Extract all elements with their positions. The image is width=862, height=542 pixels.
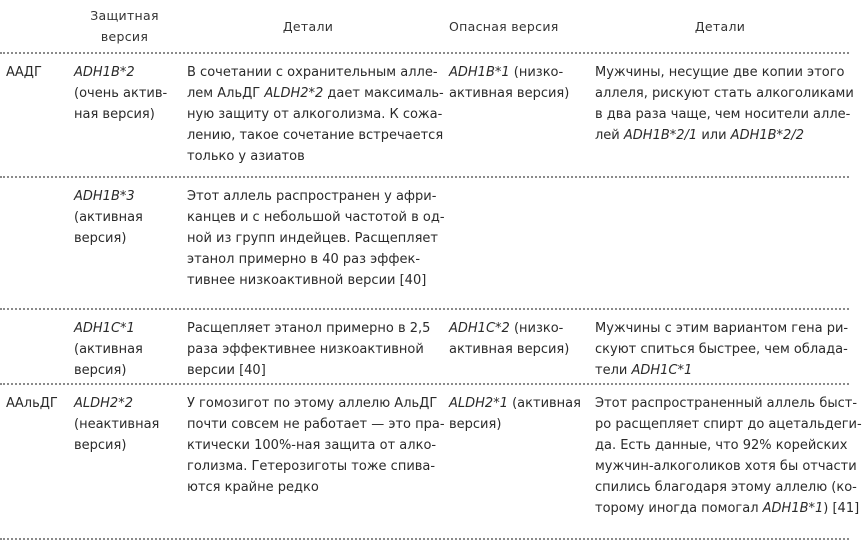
- cell-text: версия): [449, 417, 502, 432]
- cell-line: [595, 414, 862, 435]
- cell-text: аллеля, рискуют стать алкоголиками: [595, 86, 854, 101]
- cell-text: тели: [595, 363, 632, 378]
- cell-text: В сочетании с охранительным алле-: [187, 65, 438, 80]
- allele-name: ADH1C*1: [631, 363, 693, 378]
- cell-text: этанол примерно в 40 раз эффек-: [187, 252, 421, 267]
- cell-line: [74, 414, 175, 435]
- cell-line: [187, 207, 445, 228]
- cell-line: [187, 146, 429, 167]
- cell-line: [595, 339, 848, 360]
- cell-text: голизма. Гетерозиготы тоже спива-: [187, 459, 436, 474]
- cell-text: дает максималь-: [323, 86, 444, 101]
- enzyme-cell: ААльДГ: [6, 396, 58, 411]
- details-cell: [175, 310, 437, 383]
- cell-line: [74, 207, 175, 228]
- cell-text: активная версия): [449, 86, 570, 101]
- allele-name: ALDH2*1: [449, 396, 508, 411]
- cell-text: ной из групп индейцев. Расщепляет: [187, 231, 438, 246]
- cell-line: [595, 318, 849, 339]
- cell-text: версия): [74, 438, 127, 453]
- cell-text: активная версия): [449, 342, 570, 357]
- cell-text: ются крайне редко: [187, 480, 319, 495]
- cell-line: [449, 83, 575, 104]
- cell-line: [595, 83, 854, 104]
- allele-name: ADH1B*2/1: [623, 128, 698, 143]
- protective-cell: [62, 54, 175, 176]
- cell-line: [187, 435, 437, 456]
- cell-line: [449, 318, 575, 339]
- cell-text: раза эффективнее низкоактивной: [187, 342, 424, 357]
- cell-line: [74, 435, 175, 456]
- table-row: [0, 178, 849, 310]
- dangerous-cell: [437, 178, 581, 308]
- cell-line: [187, 393, 438, 414]
- cell-line: [187, 414, 445, 435]
- cell-text: ) [41]: [823, 501, 860, 516]
- allele-name: ADH1B*3: [74, 189, 135, 204]
- cell-line: [74, 360, 175, 381]
- protective-cell: [62, 310, 175, 383]
- table-row: [0, 54, 854, 178]
- cell-text: версия): [74, 231, 127, 246]
- dangerous-cell: [437, 310, 581, 383]
- cell-text: Этот аллель распространен у афри-: [187, 189, 437, 204]
- details-cell: [581, 310, 849, 383]
- header-details-2: Детали: [694, 18, 746, 34]
- details-cell: [581, 54, 854, 176]
- cell-line: [74, 186, 175, 207]
- cell-text: почти совсем не работает — это пра-: [187, 417, 445, 432]
- cell-text: (активная: [507, 396, 581, 411]
- cell-line: [187, 360, 429, 381]
- cell-text: Расщепляет этанол примерно в 2,5: [187, 321, 431, 336]
- cell-text: версия): [74, 363, 127, 378]
- cell-line: [74, 83, 175, 104]
- cell-line: [74, 339, 175, 360]
- cell-line: [595, 498, 860, 519]
- cell-line: [449, 339, 575, 360]
- cell-line: [74, 228, 175, 249]
- cell-line: [187, 62, 438, 83]
- cell-line: [74, 62, 175, 83]
- cell-text: (низко-: [509, 321, 564, 336]
- cell-text: Этот распространенный аллель быст-: [595, 396, 858, 411]
- header-dangerous-version: Опасная версия: [449, 18, 559, 34]
- table-header: [0, 0, 849, 54]
- enzyme-cell: ААДГ: [6, 65, 42, 80]
- cell-text: лем АльДГ: [187, 86, 265, 101]
- cell-text: в два раза чаще, чем носители алле-: [595, 107, 851, 122]
- cell-line: [74, 318, 175, 339]
- dangerous-cell: [437, 54, 581, 176]
- cell-line: [187, 186, 437, 207]
- header-protective-version: [62, 0, 175, 52]
- protective-cell: [62, 385, 175, 538]
- cell-line: [449, 414, 575, 435]
- cell-text: канцев и с небольшой частотой в од-: [187, 210, 445, 225]
- allele-name: ADH1B*2: [74, 65, 135, 80]
- cell-text: (неактивная: [74, 417, 160, 432]
- cell-line: [595, 477, 857, 498]
- cell-text: скуют спиться быстрее, чем облада-: [595, 342, 848, 357]
- cell-line: [449, 393, 581, 414]
- cell-text: лению, такое сочетание встречается: [187, 128, 444, 143]
- cell-text: ро расщепляет спирт до ацетальдеги-: [595, 417, 862, 432]
- cell-text: ктически 100%-ная защита от алко-: [187, 438, 437, 453]
- cell-text: спились благодаря этому аллелю (ко-: [595, 480, 857, 495]
- cell-line: [187, 249, 429, 270]
- cell-line: [449, 62, 575, 83]
- cell-line: [187, 83, 444, 104]
- cell-text: тивнее низкоактивной версии [40]: [187, 273, 427, 288]
- allele-name: ALDH2*2: [74, 396, 133, 411]
- cell-text: ную защиту от алкоголизма. К сожа-: [187, 107, 443, 122]
- header-protective-line-1: Защитная: [90, 8, 159, 23]
- cell-text: или: [697, 128, 731, 143]
- cell-line: [74, 393, 175, 414]
- cell-text: (активная: [74, 342, 143, 357]
- allele-name: ALDH2*2: [264, 86, 324, 101]
- details-cell: [581, 178, 849, 308]
- enzyme-cell: [0, 178, 62, 308]
- enzyme-cell: [0, 310, 62, 383]
- cell-text: (активная: [74, 210, 143, 225]
- cell-text: лей: [595, 128, 624, 143]
- header-enzyme: [0, 0, 62, 52]
- allele-name: ADH1B*1: [449, 65, 510, 80]
- cell-text: только у азиатов: [187, 149, 305, 164]
- table-row: [0, 385, 862, 540]
- cell-line: [595, 393, 858, 414]
- cell-line: [595, 456, 857, 477]
- cell-line: [595, 104, 851, 125]
- cell-text: версии [40]: [187, 363, 266, 378]
- cell-line: [595, 62, 845, 83]
- cell-text: У гомозигот по этому аллелю АльДГ: [187, 396, 438, 411]
- cell-text: Мужчины с этим вариантом гена ри-: [595, 321, 849, 336]
- cell-text: торому иногда помогал: [595, 501, 763, 516]
- details-cell: [175, 385, 445, 538]
- protective-cell: [62, 178, 175, 308]
- cell-line: [595, 435, 848, 456]
- cell-line: [187, 477, 429, 498]
- cell-line: [187, 318, 429, 339]
- cell-text: ная версия): [74, 107, 155, 122]
- details-cell: [175, 178, 445, 308]
- allele-name: ADH1B*1: [762, 501, 824, 516]
- cell-line: [187, 228, 438, 249]
- table-row: [0, 310, 849, 385]
- cell-line: [74, 104, 175, 125]
- cell-line: [187, 104, 443, 125]
- header-protective-line-2: версия: [100, 29, 149, 44]
- cell-line: [187, 270, 429, 291]
- header-details-1: Детали: [282, 18, 334, 34]
- allele-name: ADH1B*2/2: [730, 128, 804, 143]
- cell-text: Мужчины, несущие две копии этого: [595, 65, 845, 80]
- cell-line: [595, 360, 845, 381]
- cell-text: мужчин-алкоголиков хотя бы отчасти: [595, 459, 857, 474]
- cell-text: да. Есть данные, что 92% корейских: [595, 438, 848, 453]
- cell-line: [187, 456, 436, 477]
- details-cell: [175, 54, 444, 176]
- allele-name: ADH1C*2: [449, 321, 510, 336]
- dangerous-cell: [437, 385, 581, 538]
- cell-line: [595, 125, 845, 146]
- cell-line: [187, 125, 444, 146]
- details-cell: [581, 385, 862, 538]
- cell-text: (низко-: [509, 65, 564, 80]
- cell-text: (очень актив-: [74, 86, 168, 101]
- cell-line: [187, 339, 429, 360]
- allele-name: ADH1C*1: [74, 321, 135, 336]
